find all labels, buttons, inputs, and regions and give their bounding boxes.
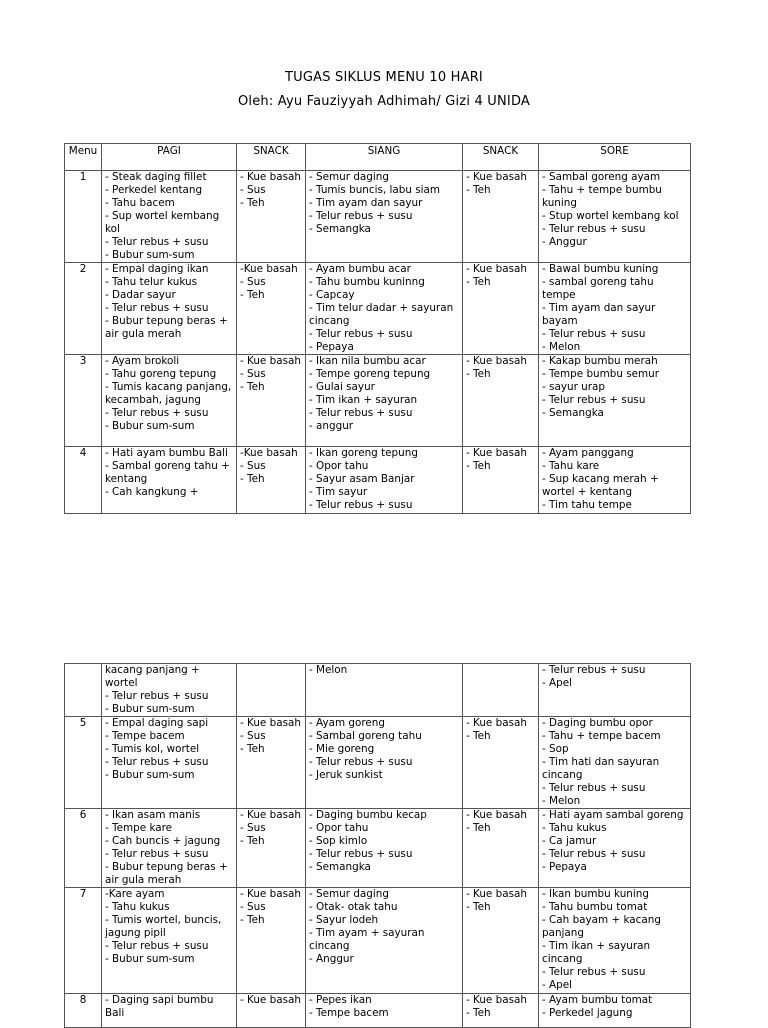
table-row <box>65 447 691 514</box>
snack-1-cell: - Kue basah - Sus - Teh <box>237 888 306 994</box>
table-row <box>65 664 691 717</box>
siang-cell: - Ayam bumbu acar - Tahu bumbu kuninng - Capcay - Tim telur dadar + sayuran cincang - Telur rebus + susu - Pepaya <box>306 263 463 355</box>
menu-number: 4 <box>65 447 102 514</box>
sore-cell: - Daging bumbu opor - Tahu + tempe bacem - Sop - Tim hati dan sayuran cincang - Telur rebus + susu - Melon <box>539 717 691 809</box>
pagi-cell: - Ayam brokoli - Tahu goreng tepung - Tumis kacang panjang, kecambah, jagung - Telur rebus + susu - Bubur sum-sum <box>102 355 237 447</box>
snack-2-cell <box>463 664 539 717</box>
table-row <box>65 171 691 263</box>
snack-2-cell: - Kue basah - Teh <box>463 171 539 263</box>
snack-2-cell: - Kue basah - Teh <box>463 994 539 1028</box>
sore-cell: - Ayam bumbu tomat - Perkedel jagung <box>539 994 691 1028</box>
siang-cell: - Ayam goreng - Sambal goreng tahu - Mie goreng - Telur rebus + susu - Jeruk sunkist <box>306 717 463 809</box>
header-snack-1: SNACK <box>237 144 306 171</box>
siang-cell: - Melon <box>306 664 463 717</box>
siang-cell: - Semur daging - Otak- otak tahu - Sayur lodeh - Tim ayam + sayuran cincang - Anggur <box>306 888 463 994</box>
header-menu: Menu <box>65 144 102 171</box>
sore-cell: - Sambal goreng ayam - Tahu + tempe bumbu kuning - Stup wortel kembang kol - Telur rebus + susu - Anggur <box>539 171 691 263</box>
table-row <box>65 994 691 1028</box>
menu-number: 3 <box>65 355 102 447</box>
sore-cell: - Bawal bumbu kuning - sambal goreng tahu tempe - Tim ayam dan sayur bayam - Telur rebus + susu - Melon <box>539 263 691 355</box>
table-row <box>65 355 691 447</box>
sore-cell: - Hati ayam sambal goreng - Tahu kukus - Ca jamur - Telur rebus + susu - Pepaya <box>539 809 691 888</box>
snack-2-cell: - Kue basah - Teh <box>463 447 539 514</box>
menu-number: 5 <box>65 717 102 809</box>
siang-cell: - Pepes ikan - Tempe bacem <box>306 994 463 1028</box>
table-row <box>65 888 691 994</box>
snack-1-cell <box>237 664 306 717</box>
snack-2-cell: - Kue basah - Teh <box>463 263 539 355</box>
document-subtitle: Oleh: Ayu Fauziyyah Adhimah/ Gizi 4 UNIDA <box>237 94 531 109</box>
menu-number: 7 <box>65 888 102 994</box>
menu-number: 1 <box>65 171 102 263</box>
sore-cell: - Ayam panggang - Tahu kare - Sup kacang merah + wortel + kentang - Tim tahu tempe <box>539 447 691 514</box>
snack-1-cell: - Kue basah - Sus - Teh <box>237 717 306 809</box>
menu-number: 6 <box>65 809 102 888</box>
siang-cell: - Ikan nila bumbu acar - Tempe goreng tepung - Gulai sayur - Tim ikan + sayuran - Telur rebus + susu - anggur <box>306 355 463 447</box>
sore-cell: - Kakap bumbu merah - Tempe bumbu semur - sayur urap - Telur rebus + susu - Semangka <box>539 355 691 447</box>
pagi-cell: - Hati ayam bumbu Bali - Sambal goreng tahu + kentang - Cah kangkung + <box>102 447 237 514</box>
pagi-cell: - Empal daging sapi - Tempe bacem - Tumis kol, wortel - Telur rebus + susu - Bubur sum-sum <box>102 717 237 809</box>
snack-2-cell: - Kue basah - Teh <box>463 717 539 809</box>
snack-1-cell: - Kue basah <box>237 994 306 1028</box>
snack-2-cell: - Kue basah - Teh <box>463 809 539 888</box>
snack-1-cell: - Kue basah - Sus - Teh <box>237 171 306 263</box>
table-row <box>65 263 691 355</box>
pagi-cell: - Empal daging ikan - Tahu telur kukus - Dadar sayur - Telur rebus + susu - Bubur tepung beras + air gula merah <box>102 263 237 355</box>
menu-number <box>65 664 102 717</box>
header-snack-2: SNACK <box>463 144 539 171</box>
header-siang: SIANG <box>306 144 463 171</box>
pagi-cell: -Kare ayam - Tahu kukus - Tumis wortel, buncis, jagung pipil - Telur rebus + susu - Bubur sum-sum <box>102 888 237 994</box>
header-sore: SORE <box>539 144 691 171</box>
siang-cell: - Ikan goreng tepung - Opor tahu - Sayur asam Banjar - Tim sayur - Telur rebus + susu <box>306 447 463 514</box>
table-header-row <box>65 144 691 171</box>
snack-1-cell: -Kue basah - Sus - Teh <box>237 447 306 514</box>
menu-number: 8 <box>65 994 102 1028</box>
sore-cell: - Ikan bumbu kuning - Tahu bumbu tomat - Cah bayam + kacang panjang - Tim ikan + sayuran cincang - Telur rebus + susu - Apel <box>539 888 691 994</box>
table-row <box>65 809 691 888</box>
table-row <box>65 717 691 809</box>
snack-1-cell: - Kue basah - Sus - Teh <box>237 355 306 447</box>
menu-table-page-1 <box>64 143 691 514</box>
pagi-cell: - Daging sapi bumbu Bali <box>102 994 237 1028</box>
pagi-cell: - Ikan asam manis - Tempe kare - Cah buncis + jagung - Telur rebus + susu - Bubur tepung beras + air gula merah <box>102 809 237 888</box>
document-title: TUGAS SIKLUS MENU 10 HARI <box>285 70 483 85</box>
snack-1-cell: - Kue basah - Sus - Teh <box>237 809 306 888</box>
snack-1-cell: -Kue basah - Sus - Teh <box>237 263 306 355</box>
sore-cell: - Telur rebus + susu - Apel <box>539 664 691 717</box>
siang-cell: - Daging bumbu kecap - Opor tahu - Sop kimlo - Telur rebus + susu - Semangka <box>306 809 463 888</box>
menu-number: 2 <box>65 263 102 355</box>
siang-cell: - Semur daging - Tumis buncis, labu siam - Tim ayam dan sayur - Telur rebus + susu - Semangka <box>306 171 463 263</box>
header-pagi: PAGI <box>102 144 237 171</box>
pagi-cell: - Steak daging fillet - Perkedel kentang - Tahu bacem - Sup wortel kembang kol - Telur rebus + susu - Bubur sum-sum <box>102 171 237 263</box>
snack-2-cell: - Kue basah - Teh <box>463 355 539 447</box>
pagi-cell: kacang panjang + wortel - Telur rebus + susu - Bubur sum-sum <box>102 664 237 717</box>
snack-2-cell: - Kue basah - Teh <box>463 888 539 994</box>
menu-table-page-2 <box>64 663 691 1028</box>
